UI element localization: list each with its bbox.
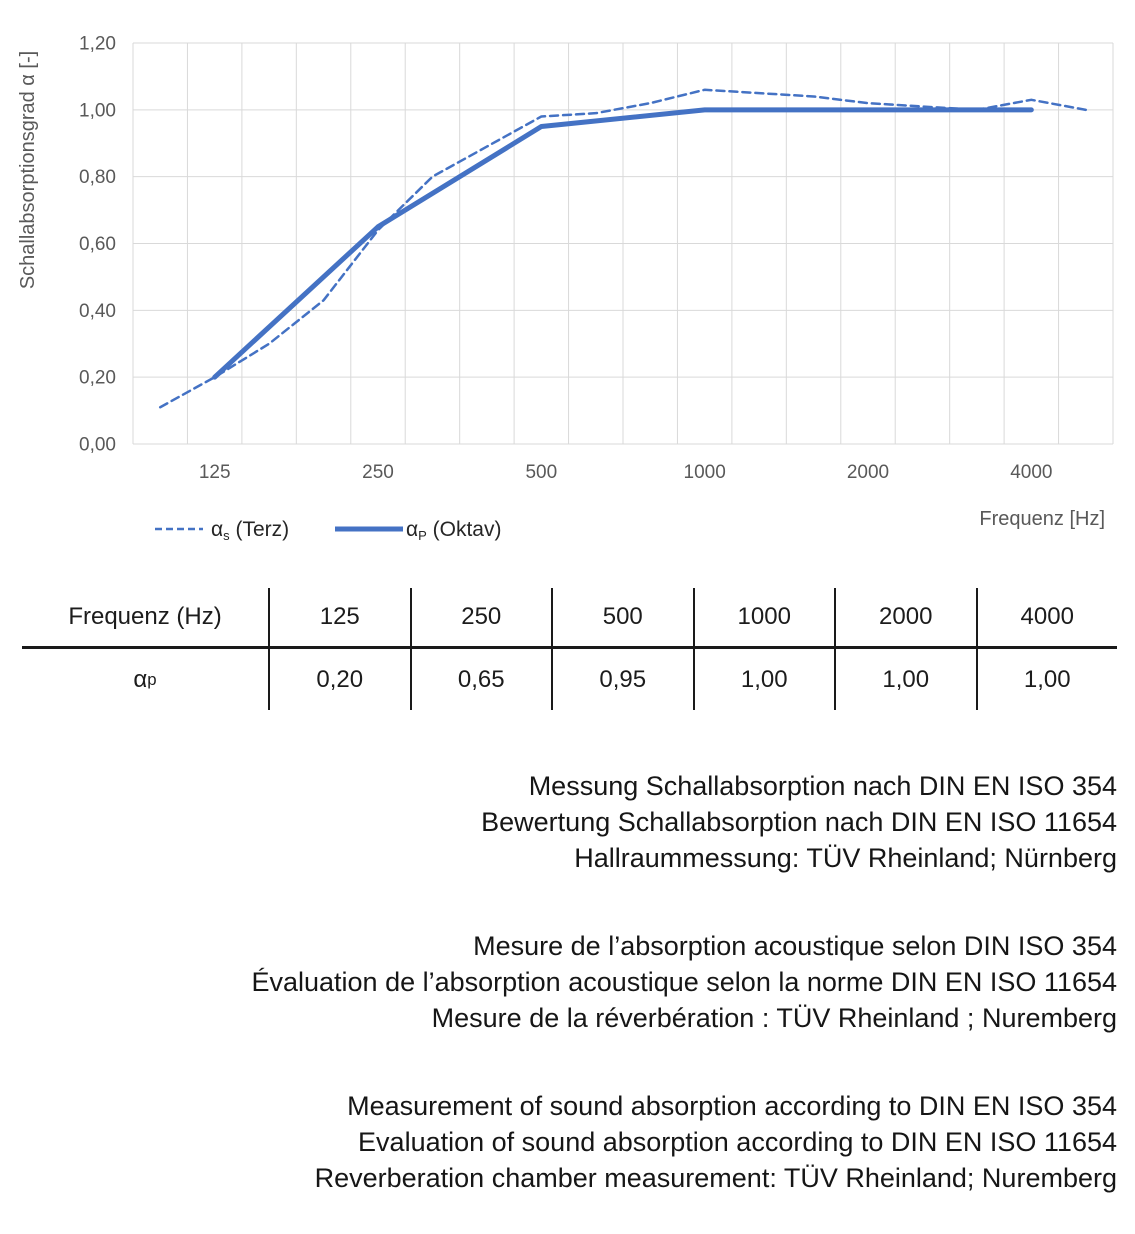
grid-lines (133, 43, 1113, 444)
table-value-125: 0,20 (268, 649, 410, 710)
table-header-1000: 1000 (693, 588, 835, 649)
x-tick-label: 500 (525, 462, 558, 483)
table-header-4000: 4000 (976, 588, 1118, 649)
x-axis-title: Frequenz [Hz] (979, 508, 1105, 530)
table-header-125: 125 (268, 588, 410, 649)
german-notes (0, 768, 1117, 876)
y-tick-label: 0,20 (79, 367, 116, 389)
note-line: Reverberation chamber measurement: TÜV Rheinland; Nuremberg (314, 1163, 1117, 1193)
legend-label: αP (Oktav) (406, 518, 502, 543)
note-line: Measurement of sound absorption according to DIN EN ISO 354 (347, 1091, 1117, 1121)
table-row-label-alpha-p (22, 649, 268, 710)
legend-label: αs (Terz) (211, 518, 290, 543)
y-tick-label: 0,40 (79, 300, 116, 322)
x-tick-label: 125 (198, 462, 231, 483)
alpha-symbol: α (133, 665, 148, 693)
note-line: Évaluation de l’absorption acoustique selon la norme DIN EN ISO 11654 (251, 967, 1117, 997)
note-line: Mesure de l’absorption acoustique selon DIN ISO 354 (473, 931, 1117, 961)
note-line: Hallraummessung: TÜV Rheinland; Nürnberg (574, 843, 1117, 873)
table-value-1000: 1,00 (693, 649, 835, 710)
y-tick-label: 0,80 (79, 167, 116, 189)
note-line: Mesure de la réverbération : TÜV Rheinland ; Nuremberg (431, 1003, 1117, 1033)
table-value-250: 0,65 (410, 649, 552, 710)
table-header-250: 250 (410, 588, 552, 649)
table-header-2000: 2000 (834, 588, 976, 649)
y-tick-label: 1,20 (79, 33, 116, 55)
y-tick-label: 1,00 (79, 100, 116, 122)
x-tick-label: 2000 (846, 462, 890, 483)
french-notes (0, 928, 1117, 1036)
note-line: Messung Schallabsorption nach DIN EN ISO 354 (528, 771, 1117, 801)
y-tick-label: 0,60 (79, 234, 116, 255)
note-line: Bewertung Schallabsorption nach DIN EN ISO 11654 (481, 807, 1117, 837)
absorption-table (22, 588, 1117, 710)
x-tick-label: 1000 (683, 462, 726, 483)
x-tick-label: 250 (362, 462, 394, 483)
table-header-500: 500 (551, 588, 693, 649)
table-header-frequency: Frequenz (Hz) (22, 588, 268, 649)
sound-absorption-chart (0, 0, 1135, 570)
alpha-subscript: p (147, 669, 157, 689)
table-value-4000: 1,00 (976, 649, 1118, 710)
y-tick-label: 0,00 (79, 434, 116, 456)
chart-canvas (0, 0, 1135, 570)
english-notes (0, 1088, 1117, 1232)
table-value-2000: 1,00 (834, 649, 976, 710)
x-tick-label: 4000 (1010, 462, 1053, 483)
table-value-500: 0,95 (551, 649, 693, 710)
y-axis-title: Schallabsorptionsgrad α [-] (17, 50, 39, 290)
note-line: Evaluation of sound absorption according to DIN EN ISO 11654 (358, 1127, 1117, 1157)
